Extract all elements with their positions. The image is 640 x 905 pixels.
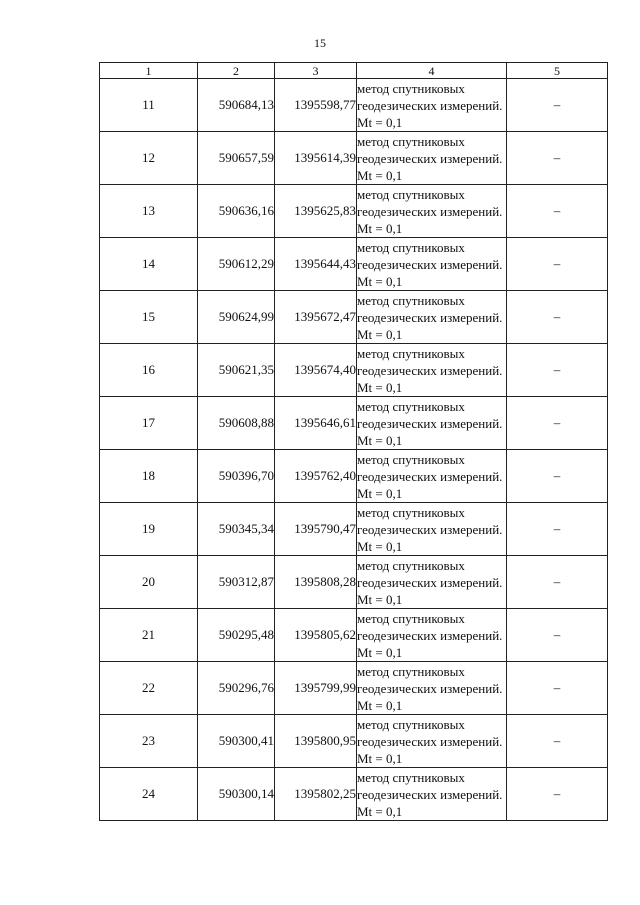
table-row: [100, 238, 608, 291]
table-row: [100, 132, 608, 185]
note-dash: –: [507, 132, 608, 185]
point-number: 15: [100, 291, 198, 344]
table-row: [100, 450, 608, 503]
table-row: [100, 715, 608, 768]
coordinate-x: 590295,48: [198, 609, 275, 662]
point-number: 21: [100, 609, 198, 662]
point-number: 24: [100, 768, 198, 821]
coordinate-y: 1395674,40: [275, 344, 357, 397]
point-number: 19: [100, 503, 198, 556]
method-description: метод спутниковых геодезических измерений. Mt = 0,1: [357, 397, 507, 450]
table-row: [100, 768, 608, 821]
page-number: 15: [314, 36, 326, 50]
table-row: [100, 397, 608, 450]
coordinate-x: 590312,87: [198, 556, 275, 609]
column-header-4: 4: [357, 63, 507, 79]
method-description: метод спутниковых геодезических измерений. Mt = 0,1: [357, 185, 507, 238]
method-description: метод спутниковых геодезических измерений. Mt = 0,1: [357, 450, 507, 503]
coordinate-x: 590345,34: [198, 503, 275, 556]
coordinate-x: 590300,14: [198, 768, 275, 821]
method-description: метод спутниковых геодезических измерений. Mt = 0,1: [357, 132, 507, 185]
coordinate-y: 1395762,40: [275, 450, 357, 503]
method-description: метод спутниковых геодезических измерений. Mt = 0,1: [357, 662, 507, 715]
point-number: 11: [100, 79, 198, 132]
column-header-2: 2: [198, 63, 275, 79]
table-row: [100, 185, 608, 238]
note-dash: –: [507, 344, 608, 397]
coordinate-y: 1395672,47: [275, 291, 357, 344]
table-row: [100, 556, 608, 609]
coordinate-y: 1395625,83: [275, 185, 357, 238]
coordinate-y: 1395598,77: [275, 79, 357, 132]
note-dash: –: [507, 238, 608, 291]
note-dash: –: [507, 79, 608, 132]
method-description: метод спутниковых геодезических измерений. Mt = 0,1: [357, 79, 507, 132]
column-header-3: 3: [275, 63, 357, 79]
table-row: [100, 344, 608, 397]
coordinate-x: 590636,16: [198, 185, 275, 238]
coordinate-x: 590608,88: [198, 397, 275, 450]
point-number: 18: [100, 450, 198, 503]
table-row: [100, 291, 608, 344]
coordinate-y: 1395800,95: [275, 715, 357, 768]
point-number: 22: [100, 662, 198, 715]
coordinate-y: 1395644,43: [275, 238, 357, 291]
point-number: 16: [100, 344, 198, 397]
coordinate-y: 1395805,62: [275, 609, 357, 662]
note-dash: –: [507, 662, 608, 715]
point-number: 12: [100, 132, 198, 185]
header-row: [100, 63, 608, 79]
method-description: метод спутниковых геодезических измерений. Mt = 0,1: [357, 503, 507, 556]
point-number: 13: [100, 185, 198, 238]
column-header-1: 1: [100, 63, 198, 79]
coordinate-y: 1395646,61: [275, 397, 357, 450]
table-row: [100, 609, 608, 662]
coordinate-x: 590684,13: [198, 79, 275, 132]
coordinate-y: 1395808,28: [275, 556, 357, 609]
note-dash: –: [507, 503, 608, 556]
method-description: метод спутниковых геодезических измерений. Mt = 0,1: [357, 238, 507, 291]
point-number: 14: [100, 238, 198, 291]
note-dash: –: [507, 185, 608, 238]
method-description: метод спутниковых геодезических измерений. Mt = 0,1: [357, 768, 507, 821]
method-description: метод спутниковых геодезических измерений. Mt = 0,1: [357, 344, 507, 397]
method-description: метод спутниковых геодезических измерений. Mt = 0,1: [357, 556, 507, 609]
point-number: 20: [100, 556, 198, 609]
coordinate-x: 590300,41: [198, 715, 275, 768]
coordinate-y: 1395799,99: [275, 662, 357, 715]
coordinate-x: 590296,76: [198, 662, 275, 715]
method-description: метод спутниковых геодезических измерений. Mt = 0,1: [357, 291, 507, 344]
coordinate-y: 1395614,39: [275, 132, 357, 185]
note-dash: –: [507, 291, 608, 344]
coordinates-table: [99, 62, 608, 821]
method-description: метод спутниковых геодезических измерений. Mt = 0,1: [357, 609, 507, 662]
coordinate-y: 1395790,47: [275, 503, 357, 556]
note-dash: –: [507, 450, 608, 503]
method-description: метод спутниковых геодезических измерений. Mt = 0,1: [357, 715, 507, 768]
point-number: 17: [100, 397, 198, 450]
table-row: [100, 79, 608, 132]
table-row: [100, 662, 608, 715]
note-dash: –: [507, 715, 608, 768]
coordinate-x: 590624,99: [198, 291, 275, 344]
coordinate-x: 590612,29: [198, 238, 275, 291]
coordinate-x: 590657,59: [198, 132, 275, 185]
coordinate-x: 590396,70: [198, 450, 275, 503]
coordinate-x: 590621,35: [198, 344, 275, 397]
note-dash: –: [507, 768, 608, 821]
column-header-5: 5: [507, 63, 608, 79]
note-dash: –: [507, 609, 608, 662]
point-number: 23: [100, 715, 198, 768]
table-row: [100, 503, 608, 556]
coordinate-y: 1395802,25: [275, 768, 357, 821]
note-dash: –: [507, 397, 608, 450]
note-dash: –: [507, 556, 608, 609]
